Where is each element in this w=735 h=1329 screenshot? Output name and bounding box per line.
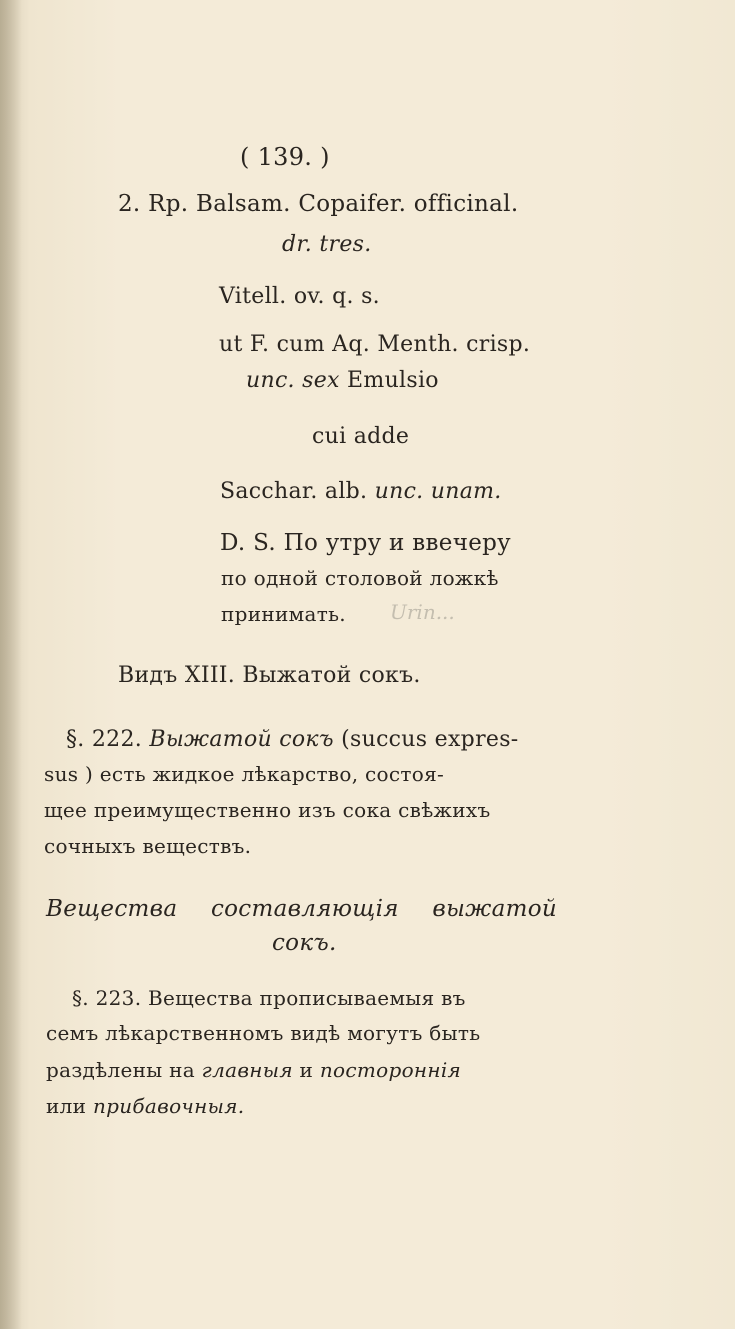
subheading-line-2: сокъ. [272, 930, 337, 956]
page-number: ( 139. ) [240, 143, 330, 171]
recipe-line-5 [246, 368, 439, 393]
para-223-line-4 [46, 1094, 244, 1118]
para-223-line-3 [46, 1058, 461, 1082]
recipe-line-8: D. S. По утру и ввечеру [220, 530, 511, 556]
subheading-line-1: Вещества составляющія выжатой [46, 896, 557, 922]
gutter-shadow [0, 0, 22, 1329]
recipe-line-3: Vitell. ov. q. s. [219, 284, 380, 309]
para-222-line-1-rest: (succus expres- [333, 727, 519, 752]
pencil-annotation: Urin... [390, 600, 455, 624]
recipe-line-7 [220, 479, 502, 504]
para-223-line-3-mid: и [292, 1058, 320, 1082]
para-223-line-4-text: или [46, 1094, 93, 1118]
para-223-term-auxiliary: прибавочныя. [92, 1094, 245, 1118]
para-223-term-secondary: постороннія [319, 1058, 462, 1082]
para-223-line-1: §. 223. Вещества прописываемыя въ [72, 986, 466, 1010]
para-223-line-3-text: раздѣлены на [46, 1058, 202, 1082]
para-222-line-4: сочныхъ веществъ. [44, 834, 252, 858]
section-heading: Видъ XIII. Выжатой сокъ. [118, 663, 421, 688]
para-222-number: §. 222. [66, 727, 150, 752]
recipe-line-7-text: Sacchar. alb. [220, 479, 375, 504]
recipe-line-6: cui adde [312, 424, 410, 449]
recipe-line-10: принимать. [221, 602, 346, 626]
recipe-line-4: ut F. cum Aq. Menth. crisp. [219, 332, 531, 357]
para-222-line-2: sus ) есть жидкое лѣкарство, состоя- [44, 762, 445, 786]
para-222-term: Выжатой сокъ [149, 727, 334, 752]
recipe-line-5-rest: Emulsio [339, 368, 439, 393]
recipe-line-1: 2. Rp. Balsam. Copaifer. officinal. [118, 191, 519, 217]
recipe-line-5-italic: unc. sex [246, 368, 340, 393]
recipe-line-9: по одной столовой ложкѣ [221, 566, 499, 590]
recipe-line-7-italic: unc. unam. [374, 479, 502, 504]
para-223-line-2: семъ лѣкарственномъ видѣ могутъ быть [46, 1021, 481, 1045]
para-222-line-1 [66, 727, 519, 752]
recipe-line-2: dr. tres. [282, 232, 372, 257]
para-222-line-3: щее преимущественно изъ сока свѣжихъ [44, 798, 491, 822]
para-223-term-main: главныя [201, 1058, 293, 1082]
